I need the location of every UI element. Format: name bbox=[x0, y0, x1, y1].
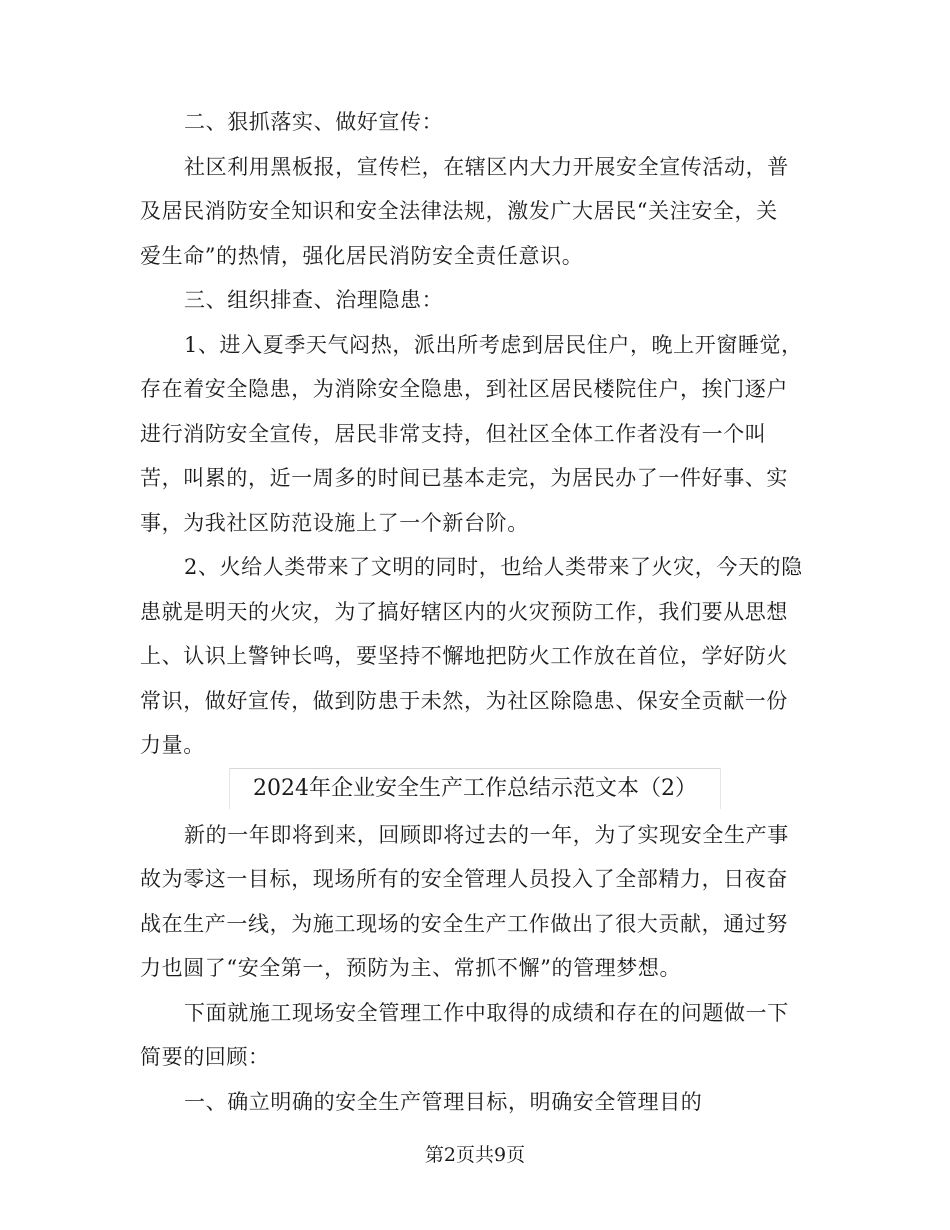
paragraph bbox=[140, 991, 810, 1080]
text-line: 力也圆了“安全第一，预防为主、常抓不懈”的管理梦想。 bbox=[140, 956, 682, 980]
text-line: 进行消防安全宣传，居民非常支持，但社区全体工作者没有一个叫 bbox=[140, 421, 767, 446]
text-line: 三、组织排查、治理隐患： bbox=[184, 288, 444, 312]
text-line: 及居民消防安全知识和安全法律法规，激发广大居民“关注安全，关 bbox=[140, 199, 778, 223]
text-line: 简要的回顾： bbox=[140, 1045, 270, 1069]
text-line: 1、进入夏季天气闷热，派出所考虑到居民住户，晚上开窗睡觉， bbox=[184, 332, 803, 357]
text-line: 下面就施工现场安全管理工作中取得的成绩和存在的问题做一下 bbox=[184, 1000, 789, 1025]
text-line: 爱生命”的热情，强化居民消防安全责任意识。 bbox=[140, 243, 584, 268]
text-line: 苦，叫累的，近一周多的时间已基本走完，为居民办了一件好事、实 bbox=[140, 466, 788, 490]
text-line: 故为零这一目标，现场所有的安全管理人员投入了全部精力，日夜奋 bbox=[140, 867, 788, 891]
section-title: 2024年企业安全生产工作总结示范文本（2） bbox=[229, 768, 721, 809]
text-line: 战在生产一线，为施工现场的安全生产工作做出了很大贡献，通过努 bbox=[140, 911, 788, 936]
paragraph bbox=[140, 545, 810, 768]
paragraph bbox=[140, 1080, 810, 1125]
paragraph bbox=[140, 100, 810, 145]
text-line: 存在着安全隐患，为消除安全隐患，到社区居民楼院住户，挨门逐户 bbox=[140, 377, 788, 401]
text-line: 新的一年即将到来，回顾即将过去的一年，为了实现安全生产事 bbox=[184, 822, 789, 847]
text-line: 社区利用黑板报，宣传栏，在辖区内大力开展安全宣传活动，普 bbox=[184, 154, 789, 179]
text-line: 2、火给人类带来了文明的同时，也给人类带来了火灾，今天的隐 bbox=[184, 555, 803, 579]
page-number: 第2页共9页 bbox=[424, 1144, 526, 1166]
paragraph bbox=[140, 813, 810, 991]
text-line: 一、确立明确的安全生产管理目标，明确安全管理目的 bbox=[184, 1089, 703, 1114]
text-line: 上、认识上警钟长鸣，要坚持不懈地把防火工作放在首位，学好防火 bbox=[140, 644, 788, 668]
text-line: 二、狠抓落实、做好宣传： bbox=[184, 110, 444, 134]
document-body bbox=[140, 100, 810, 1124]
text-line: 事，为我社区防范设施上了一个新台阶。 bbox=[140, 510, 529, 535]
paragraph bbox=[140, 278, 810, 323]
text-line: 力量。 bbox=[140, 733, 205, 757]
paragraph bbox=[140, 323, 810, 546]
paragraph bbox=[140, 145, 810, 279]
text-line: 常识，做好宣传，做到防患于未然，为社区除隐患、保安全贡献一份 bbox=[140, 688, 788, 713]
text-line: 患就是明天的火灾，为了搞好辖区内的火灾预防工作，我们要从思想 bbox=[140, 599, 788, 624]
